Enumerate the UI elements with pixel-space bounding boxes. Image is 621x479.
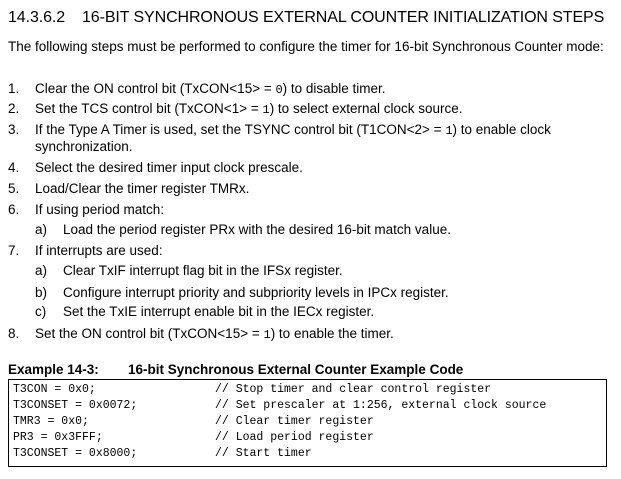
step-text: synchronization. — [35, 139, 133, 154]
example-label: Example 14-3: — [8, 362, 99, 377]
step-number: 4. — [8, 160, 20, 175]
code-statement: T3CON = 0x0; — [13, 383, 96, 396]
sub-step-letter: a) — [35, 263, 48, 278]
intro-paragraph: The following steps must be performed to configure the timer for 16-bit Synchronous Counter mode: — [8, 39, 604, 54]
step-text-part: If the Type A Timer is used, set the TSYNC control bit (T1CON<2> = — [35, 122, 446, 137]
sub-step-letter: a) — [35, 222, 48, 237]
step-text: Select the desired timer input clock prescale. — [35, 160, 303, 175]
sub-step-letter: b) — [35, 285, 48, 300]
step-number: 6. — [8, 202, 20, 217]
step-text: Load/Clear the timer register TMRx. — [35, 181, 250, 196]
step-number: 3. — [8, 122, 20, 137]
sub-step-text: Load the period register PRx with the desired 16-bit match value. — [63, 222, 451, 237]
code-comment: // Set prescaler at 1:256, external clock source — [215, 399, 547, 412]
step-text-part: Clear the ON control bit (TxCON<15> = — [35, 81, 276, 96]
sub-step-text: Configure interrupt priority and subpriority levels in IPCx register. — [63, 285, 449, 300]
example-title: 16-bit Synchronous External Counter Example Code — [128, 362, 464, 377]
step-number: 7. — [8, 243, 20, 258]
section-number: 14.3.6.2 — [8, 9, 66, 26]
code-example-box — [8, 379, 607, 467]
code-comment: // Stop timer and clear control register — [215, 383, 492, 396]
step-text — [35, 80, 385, 99]
step-number: 8. — [8, 326, 20, 341]
step-number: 2. — [8, 101, 20, 116]
step-text: If interrupts are used: — [35, 243, 163, 258]
code-statement: T3CONSET = 0x8000; — [13, 447, 138, 460]
step-text-part: ) to enable the timer. — [270, 326, 394, 341]
section-title: 16-BIT SYNCHRONOUS EXTERNAL COUNTER INITIALIZATION STEPS — [82, 9, 605, 26]
code-statement: T3CONSET = 0x0072; — [13, 399, 138, 412]
step-text — [35, 325, 394, 344]
sub-step-text: Set the TxIE interrupt enable bit in the IECx register. — [63, 304, 375, 319]
step-number: 5. — [8, 181, 20, 196]
step-text-part: Set the TCS control bit (TxCON<1> = — [35, 101, 263, 116]
code-comment: // Load period register — [215, 431, 374, 444]
sub-step-letter: c) — [35, 304, 47, 319]
step-text-part: ) to select external clock source. — [269, 101, 463, 116]
step-code-value: 1 — [262, 103, 270, 117]
step-code-value: 1 — [263, 328, 271, 342]
step-text — [35, 100, 463, 119]
step-text-part: ) to disable timer. — [282, 81, 386, 96]
step-code-value: 1 — [445, 124, 453, 138]
code-statement: TMR3 = 0x0; — [13, 415, 89, 428]
sub-step-text: Clear TxIF interrupt flag bit in the IFSx register. — [63, 263, 343, 278]
step-text-part: Set the ON control bit (TxCON<15> = — [35, 326, 264, 341]
step-code-value: 0 — [275, 83, 283, 97]
code-comment: // Start timer — [215, 447, 312, 460]
step-text-part: ) to enable clock — [452, 122, 551, 137]
step-text: If using period match: — [35, 202, 165, 217]
section-heading — [8, 9, 604, 27]
code-comment: // Clear timer register — [215, 415, 374, 428]
code-statement: PR3 = 0x3FFF; — [13, 431, 103, 444]
step-number: 1. — [8, 81, 20, 96]
example-caption — [8, 362, 463, 377]
